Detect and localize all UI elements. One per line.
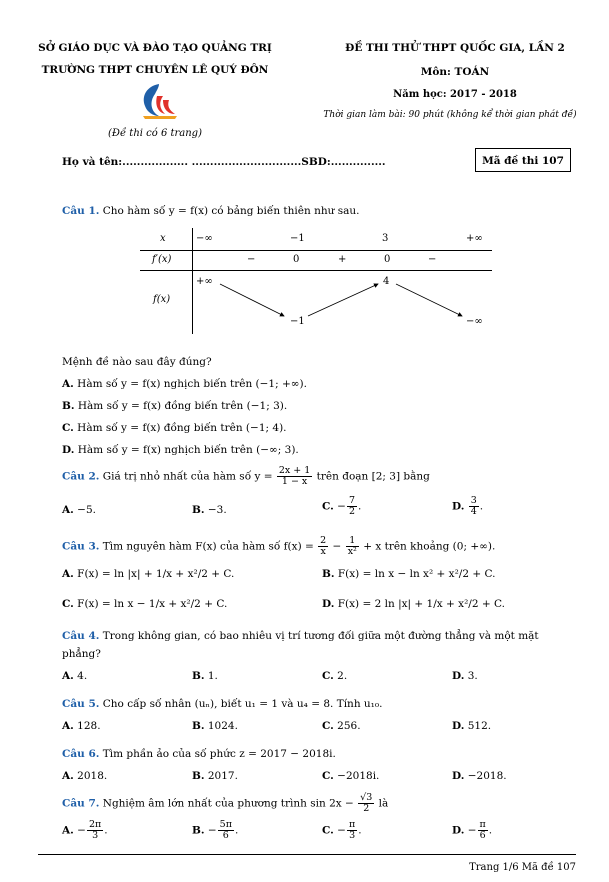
table-x-label: x	[160, 233, 166, 244]
table-f-value: −∞	[466, 316, 483, 327]
option-text: Hàm số y = f(x) đồng biến trên (−1; 3).	[77, 400, 288, 412]
table-x-value: −1	[290, 233, 305, 244]
question-text: Tìm phần ảo của số phức z = 2017 − 2018i.	[102, 748, 336, 760]
question-text: Cho hàm số y = f(x) có bảng biến thiên như sau.	[102, 205, 360, 217]
option-d[interactable]	[62, 444, 299, 456]
school-name: TRƯỜNG THPT CHUYÊN LÊ QUÝ ĐÔN	[41, 64, 269, 76]
option-b[interactable]: B. 1024.	[192, 720, 238, 732]
table-f-label: f(x)	[153, 294, 171, 305]
table-x-value: −∞	[196, 233, 213, 244]
option-a[interactable]: A. F(x) = ln |x| + 1/x + x²/2 + C.	[62, 568, 235, 580]
option-label: B.	[62, 400, 75, 412]
option-text: Hàm số y = f(x) nghịch biến trên (−1; +∞).	[77, 378, 307, 390]
question-label: Câu 2.	[62, 470, 100, 483]
option-c[interactable]: C. F(x) = ln x − 1/x + x²/2 + C.	[62, 598, 228, 610]
option-a[interactable]: A. 128.	[62, 720, 101, 732]
option-label: D.	[62, 444, 75, 456]
question-text: Tìm nguyên hàm F(x) của hàm số f(x) =	[102, 540, 314, 553]
question-5	[62, 698, 382, 710]
question-2	[62, 466, 430, 487]
school-year: Năm học: 2017 - 2018	[393, 89, 517, 100]
question-4	[62, 630, 539, 642]
question-text: Nghiệm âm lớn nhất của phương trình sin 2x −	[102, 797, 354, 810]
question-text: trên đoạn [2; 3] bằng	[316, 470, 430, 483]
option-b[interactable]	[62, 400, 287, 412]
pages-note: (Đề thi có 6 trang)	[108, 128, 202, 139]
question-6	[62, 748, 336, 760]
student-name-line: Họ và tên:.................. ..............................SBD:...............	[62, 156, 386, 168]
option-c[interactable]: C. 2.	[322, 670, 348, 682]
option-d[interactable]: D. 512.	[452, 720, 492, 732]
table-f-value: +∞	[196, 276, 213, 287]
exam-title: ĐỀ THI THỬ THPT QUỐC GIA, LẦN 2	[345, 42, 565, 54]
subject: Môn: TOÁN	[420, 66, 490, 78]
table-sign: +	[338, 254, 347, 265]
option-c[interactable]: C. − $\frac{\pi}{3}$ .	[322, 819, 362, 841]
option-a[interactable]: A. 2018.	[62, 770, 108, 782]
page-footer: Trang 1/6 Mã đề 107	[469, 862, 576, 873]
question-label: Câu 3.	[62, 540, 100, 553]
question-label: Câu 5.	[62, 698, 100, 710]
variation-arrows	[140, 228, 492, 338]
option-b[interactable]: B. F(x) = ln x − ln x² + x²/2 + C.	[322, 568, 496, 580]
question-text: Cho cấp số nhân (uₙ), biết u₁ = 1 và u₄ = 8. Tính u₁₀.	[102, 698, 383, 710]
question-label: Câu 7.	[62, 797, 100, 810]
option-b[interactable]: B. 2017.	[192, 770, 238, 782]
option-label: A.	[62, 378, 74, 390]
option-a[interactable]: A. − $\frac{2\pi}{3}$ .	[62, 819, 108, 841]
option-c[interactable]: C. − $\frac{7}{2}$ .	[322, 495, 362, 517]
table-sign: 0	[293, 254, 300, 265]
option-a[interactable]: A. −5.	[62, 504, 96, 516]
table-f-value: −1	[290, 316, 305, 327]
option-b[interactable]: B. − $\frac{5\pi}{6}$ .	[192, 819, 239, 841]
option-d[interactable]: D. − $\frac{\pi}{6}$ .	[452, 819, 493, 841]
option-b[interactable]: B. −3.	[192, 504, 227, 516]
table-sign: 0	[384, 254, 391, 265]
option-d[interactable]: D. $\frac{3}{4}$ .	[452, 495, 484, 517]
table-sign: −	[428, 254, 437, 265]
option-label: C.	[62, 422, 74, 434]
option-d[interactable]: D. 3.	[452, 670, 478, 682]
question-text: + x trên khoảng (0; +∞).	[363, 540, 496, 553]
question-text: Trong không gian, có bao nhiêu vị trí tương đối giữa một đường thẳng và một mặt	[102, 630, 539, 642]
option-a[interactable]: A. 4.	[62, 670, 88, 682]
question-text: phẳng?	[62, 648, 101, 660]
question-label: Câu 1.	[62, 205, 100, 217]
option-a[interactable]	[62, 378, 307, 390]
table-x-value: +∞	[466, 233, 483, 244]
time-note: Thời gian làm bài: 90 phút (không kể thời gian phát đề)	[323, 110, 577, 120]
question-3: Câu 3. Tìm nguyên hàm F(x) của hàm số f(x) = $\frac{2}{x}$ − $\frac{1}{\text{x²}}$ + x trên khoảng (0; +∞).	[62, 535, 496, 557]
option-c[interactable]	[62, 422, 287, 434]
option-c[interactable]: C. −2018i.	[322, 770, 380, 782]
option-d[interactable]: D. F(x) = 2 ln |x| + 1/x + x²/2 + C.	[322, 598, 505, 610]
question-1-prompt: Mệnh đề nào sau đây đúng?	[62, 356, 212, 368]
table-f-value: 4	[383, 276, 390, 287]
option-b[interactable]: B. 1.	[192, 670, 218, 682]
question-7: Câu 7. Nghiệm âm lớn nhất của phương trình sin 2x − $\frac{√3}{2}$ là	[62, 792, 389, 814]
question-text: Giá trị nhỏ nhất của hàm số y =	[102, 470, 273, 483]
question-label: Câu 6.	[62, 748, 100, 760]
variation-table	[140, 228, 492, 338]
table-sign: −	[247, 254, 256, 265]
question-label: Câu 4.	[62, 630, 100, 642]
option-d[interactable]: D. −2018.	[452, 770, 507, 782]
option-text: Hàm số y = f(x) nghịch biến trên (−∞; 3).	[77, 444, 299, 456]
table-x-value: 3	[382, 233, 389, 244]
footer-rule	[38, 854, 576, 855]
table-fprime-label: f′(x)	[152, 254, 172, 265]
question-text: là	[378, 797, 389, 810]
option-c[interactable]: C. 256.	[322, 720, 361, 732]
fraction: $\frac{2x + 1}{1 - x}$	[278, 465, 311, 487]
question-1	[62, 205, 359, 217]
school-logo	[137, 82, 179, 120]
department-name: SỞ GIÁO DỤC VÀ ĐÀO TẠO QUẢNG TRỊ	[38, 42, 272, 54]
exam-code-box: Mã đề thi 107	[475, 148, 571, 172]
option-text: Hàm số y = f(x) đồng biến trên (−1; 4).	[77, 422, 287, 434]
